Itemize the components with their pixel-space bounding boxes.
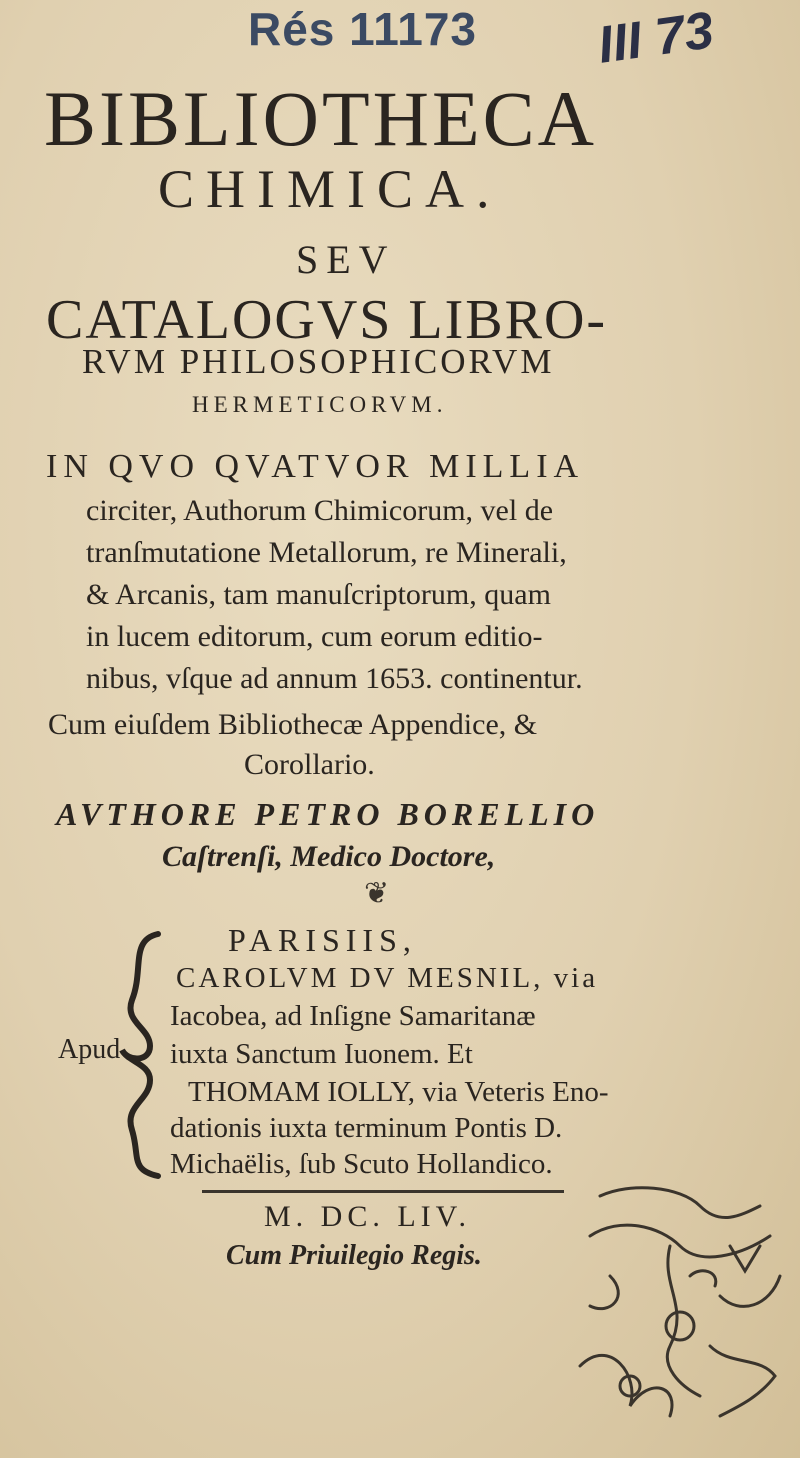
imprint-line-1: CAROLVM DV MESNIL, via	[176, 962, 599, 994]
imprint-apud: Apud	[58, 1034, 121, 1065]
imprint-line-3: iuxta Sanctum Iuonem. Et	[170, 1038, 473, 1070]
description-line-7: Cum eiuſdem Bibliothecæ Appendice, &	[48, 708, 538, 741]
imprint-date: M. DC. LIV.	[264, 1200, 471, 1233]
description-line-4: & Arcanis, tam manuſcriptorum, quam	[86, 578, 551, 611]
title-sev: SEV	[296, 237, 396, 282]
description-line-5: in lucem editorum, cum eorum editio-	[86, 620, 543, 653]
marginal-flourish-icon	[570, 1176, 792, 1426]
description-line-8: Corollario.	[244, 748, 375, 781]
description-line-1: IN QVO QVATVOR MILLIA	[46, 448, 585, 485]
royal-privilege: Cum Priuilegio Regis.	[226, 1240, 482, 1271]
author-line-2: Caſtrenſi, Medico Doctore,	[162, 840, 496, 873]
title-chimica: CHIMICA.	[158, 159, 502, 219]
imprint-line-5: dationis iuxta terminum Pontis D.	[170, 1112, 563, 1144]
handwritten-shelfmark: III 73	[594, 1, 718, 75]
imprint-line-2: Iacobea, ad Inſigne Samaritanæ	[170, 1000, 536, 1032]
title-catalogus: CATALOGVS LIBRO-	[46, 289, 608, 351]
description-line-2: circiter, Authorum Chimicorum, vel de	[86, 494, 554, 527]
title-bibliotheca: BIBLIOTHECA	[44, 75, 597, 162]
imprint-line-4: THOMAM IOLLY, via Veteris Eno-	[188, 1076, 609, 1108]
imprint-line-6: Michaëlis, ſub Scuto Hollandico.	[170, 1148, 553, 1180]
fleuron-ornament-icon: ❦	[364, 876, 390, 911]
title-philosophicorum: RVM PHILOSOPHICORVM	[82, 342, 555, 381]
title-hermeticorum: HERMETICORVM.	[192, 392, 448, 417]
library-stamp: Rés 11173	[248, 3, 478, 55]
description-line-6: nibus, vſque ad annum 1653. continentur.	[86, 662, 583, 695]
imprint-city: PARISIIS,	[228, 922, 417, 958]
description-line-3: tranſmutatione Metallorum, re Minerali,	[86, 536, 567, 569]
divider-rule	[202, 1190, 564, 1193]
author-line-1: AVTHORE PETRO BORELLIO	[56, 796, 600, 832]
